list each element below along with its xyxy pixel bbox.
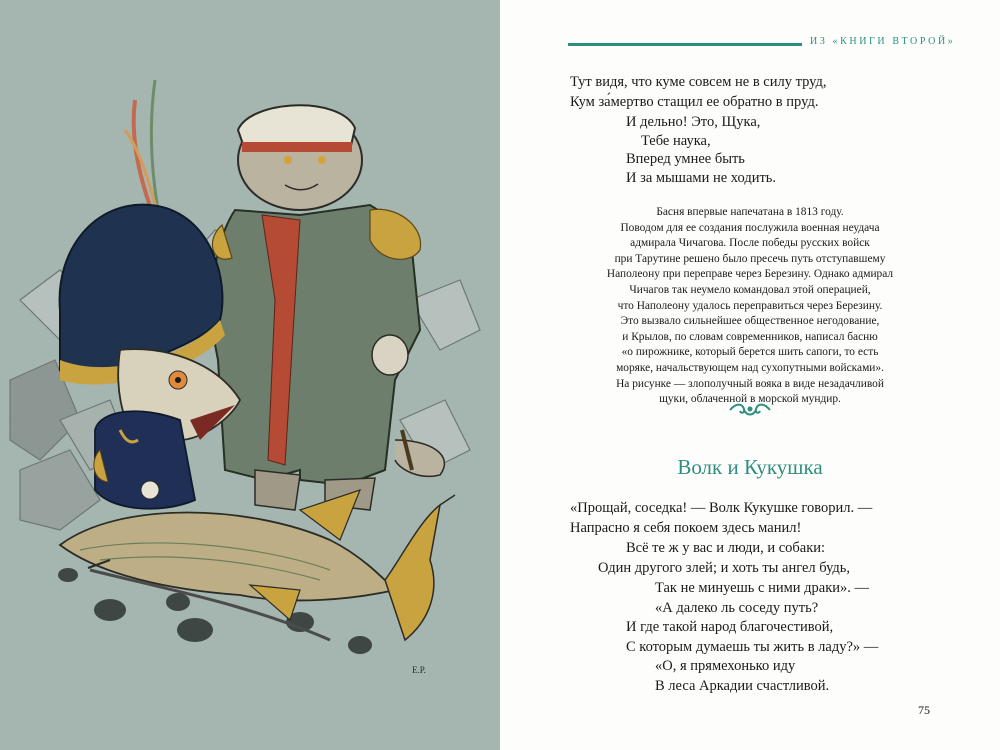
note-line: «о пирожнике, который берется шить сапоги, то есть [621,346,879,359]
verse-line: С которым думаешь ты жить в ладу?» — [626,639,879,655]
note-line: Это вызвало сильнейшее общественное негодование, [620,315,880,328]
fable-title: Волк и Кукушка [677,455,823,479]
page-number: 75 [918,703,930,717]
verse-line: Один другого злей; и хоть ты ангел будь, [598,560,851,576]
note-line: моряке, начальствующем над сухопутными войсками». [616,361,884,374]
note-line: и Крылов, по словам современников, написал басню [622,330,878,343]
flourish-ornament-icon [728,401,772,419]
verse-line: Тебе наука, [641,133,711,149]
verse-line: И за мышами не ходить. [626,170,777,186]
historical-note [560,205,940,408]
note-line: Чичагов так неумело командовал этой операцией, [629,283,871,296]
verse-line: Вперед умнее быть [626,151,745,167]
verse-line: В леса Аркадии счастливой. [655,678,830,694]
cat-figure [212,105,444,510]
note-line: адмирала Чичагова. После победы русских войск [630,237,870,250]
note-line: Наполеону при переправе через Березину. Однако адмирал [606,268,894,281]
header-rule [568,43,802,46]
running-head: ИЗ «КНИГИ ВТОРОЙ» [810,36,956,47]
verse-line: Кум за́мертво стащил ее обратно в пруд. [570,94,819,110]
verse-line: И где такой народ благочестивой, [626,619,834,635]
verse-line: И дельно! Это, Щука, [626,114,761,130]
verse-line: «А далеко ль соседу путь? [655,600,819,616]
note-line: при Тарутине решено было пресечь путь отступавшему [614,252,886,265]
note-line: На рисунке — злополучный вояка в виде незадачливой [616,377,884,390]
verse-line: «О, я прямехонько иду [655,658,796,674]
verse-line: Так не минуешь с ними драки». — [655,580,870,596]
verse-line: Напрасно я себя покоем здесь манил! [570,520,802,536]
note-line: щуки, облаченной в морской мундир. [659,393,841,406]
verse-line: Всё те ж у вас и люди, и собаки: [626,540,826,556]
note-line: Поводом для ее создания послужила военная неудача [620,221,880,234]
artist-signature: Е.Р. [412,665,426,675]
text-page [500,0,1000,750]
verse-line: «Прощай, соседка! — Волк Кукушке говорил. — [570,500,873,516]
note-line: что Наполеону удалось переправиться через Березину. [617,299,883,312]
note-line: Басня впервые напечатана в 1813 году. [656,206,844,218]
verse-line: Тут видя, что куме совсем не в силу труд, [570,74,827,90]
